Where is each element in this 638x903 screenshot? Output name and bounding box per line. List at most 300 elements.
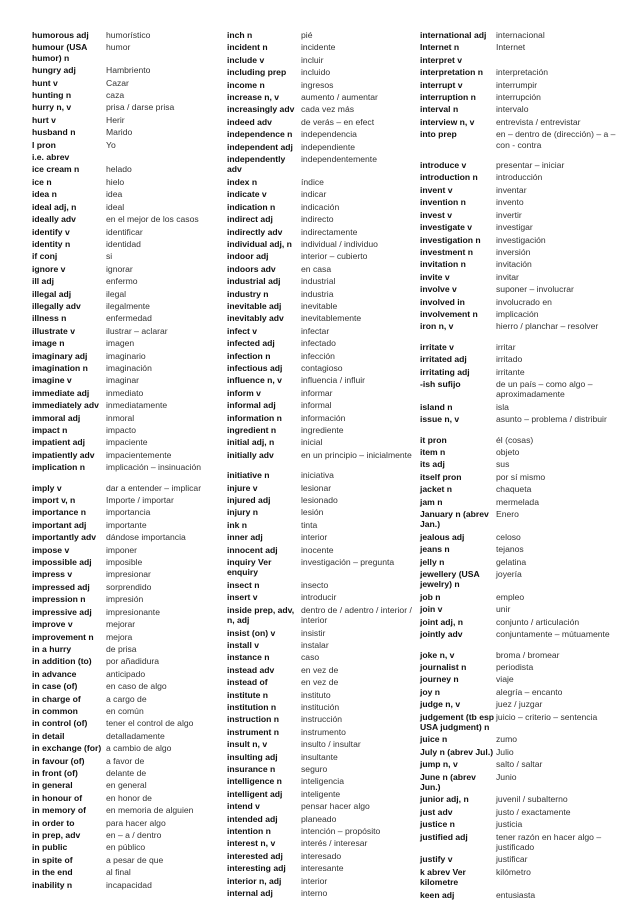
entry-term: indirectly adv — [227, 226, 283, 237]
vocab-entry — [32, 607, 232, 617]
entry-translation: joyería — [496, 569, 522, 580]
vocab-entry — [227, 92, 427, 102]
entry-translation: en caso de algo — [106, 681, 167, 692]
vocab-entry — [227, 450, 427, 460]
entry-term: joke n, v — [420, 649, 455, 660]
entry-translation: institución — [301, 701, 340, 712]
vocab-entry — [227, 592, 427, 602]
entry-translation: intervalo — [496, 104, 529, 115]
entry-term: injury n — [227, 507, 259, 518]
entry-translation: dar a entender – implicar — [106, 482, 202, 493]
vocab-entry — [420, 129, 620, 150]
entry-translation: importancia — [106, 507, 151, 518]
vocab-entry — [32, 152, 232, 162]
entry-translation: irritante — [496, 366, 525, 377]
entry-term: in honour of — [32, 792, 83, 803]
vocab-entry — [227, 714, 427, 724]
vocab-entry — [32, 90, 232, 100]
entry-translation: infectado — [301, 338, 336, 349]
entry-term: inevitably adv — [227, 313, 284, 324]
entry-term: it pron — [420, 434, 447, 445]
vocab-entry — [32, 65, 232, 75]
vocab-entry — [227, 665, 427, 675]
entry-translation: industrial — [301, 276, 336, 287]
entry-term: ideal adj, n — [32, 201, 77, 212]
entry-term: inevitable adj — [227, 300, 282, 311]
vocab-entry — [420, 379, 620, 400]
vocab-entry — [227, 495, 427, 505]
entry-translation: él (cosas) — [496, 434, 534, 445]
entry-translation: impresión — [106, 594, 144, 605]
entry-term: joint adj, n — [420, 616, 463, 627]
entry-translation: empleo — [496, 591, 525, 602]
entry-term: in public — [32, 842, 68, 853]
entry-translation: instrucción — [301, 714, 343, 725]
entry-term: in spite of — [32, 854, 73, 865]
entry-term: identity n — [32, 238, 71, 249]
entry-translation: invitación — [496, 259, 532, 270]
vocab-entry — [227, 483, 427, 493]
entry-term: itself pron — [420, 471, 462, 482]
vocab-entry — [32, 227, 232, 237]
vocab-entry — [32, 251, 232, 261]
entry-term: importance n — [32, 507, 86, 518]
entry-term: item n — [420, 447, 446, 457]
vocab-entry — [227, 739, 427, 749]
vocab-entry — [227, 326, 427, 336]
vocab-entry — [32, 743, 232, 753]
vocab-entry — [32, 818, 232, 828]
vocab-entry — [227, 702, 427, 712]
vocab-entry — [420, 117, 620, 127]
entry-translation: a pesar de que — [106, 854, 164, 865]
vocab-entry — [227, 814, 427, 824]
vocab-entry — [420, 794, 620, 804]
vocab-entry — [32, 450, 232, 460]
entry-term: in charge of — [32, 693, 81, 704]
entry-term: illegal adj — [32, 288, 72, 299]
entry-translation: insultante — [301, 751, 338, 762]
entry-translation: kilómetro — [496, 866, 531, 877]
vocab-entry — [420, 414, 620, 424]
entry-term: improvement n — [32, 631, 94, 642]
entry-term: inner adj — [227, 532, 263, 543]
entry-term: i.e. abrev — [32, 152, 70, 163]
column-2 — [227, 30, 427, 900]
entry-translation: mejora — [106, 631, 133, 642]
entry-term: interview n, v — [420, 116, 475, 127]
entry-translation: prisa / darse prisa — [106, 102, 175, 113]
entry-translation: investigación – pregunta — [301, 557, 395, 568]
entry-term: interest n, v — [227, 838, 276, 849]
entry-term: investigate v — [420, 222, 473, 233]
entry-translation: por añadidura — [106, 656, 160, 667]
vocab-entry — [227, 142, 427, 152]
entry-translation: tejanos — [496, 544, 524, 555]
vocab-entry — [420, 284, 620, 294]
vocab-entry — [32, 718, 232, 728]
entry-term: indirect adj — [227, 214, 273, 225]
entry-term: ink n — [227, 519, 248, 530]
entry-term: intelligent adj — [227, 788, 283, 799]
vocab-entry — [420, 890, 620, 900]
vocab-entry — [227, 851, 427, 861]
entry-translation: interrupción — [496, 92, 541, 103]
entry-term: ignore v — [32, 263, 66, 274]
entry-translation: planeado — [301, 813, 337, 824]
entry-term: indicate v — [227, 189, 267, 200]
entry-translation: hierro / planchar – resolver — [496, 321, 599, 332]
entry-term: industrial adj — [227, 276, 281, 287]
entry-translation: isla — [496, 401, 509, 412]
entry-term: into prep — [420, 129, 457, 140]
entry-translation: identificar — [106, 226, 143, 237]
vocab-entry — [227, 276, 427, 286]
vocab-entry — [420, 650, 620, 660]
entry-term: initial adj, n — [227, 437, 275, 448]
entry-term: joy n — [420, 686, 441, 697]
entry-translation: invento — [496, 197, 524, 208]
vocab-entry — [227, 400, 427, 410]
vocab-entry — [420, 272, 620, 282]
entry-term: judge n, v — [420, 699, 461, 710]
vocab-entry — [420, 734, 620, 744]
entry-translation: en público — [106, 842, 146, 853]
vocab-entry — [32, 867, 232, 877]
entry-translation: Julio — [496, 746, 514, 757]
entry-term: impatient adj — [32, 437, 86, 448]
vocab-entry — [32, 425, 232, 435]
entry-term: hurry n, v — [32, 102, 72, 113]
entry-term: invention n — [420, 197, 466, 208]
vocab-entry — [32, 656, 232, 666]
entry-translation: impacto — [106, 425, 137, 435]
entry-translation: inocente — [301, 544, 334, 555]
vocab-entry — [227, 289, 427, 299]
vocab-entry — [32, 400, 232, 410]
vocab-entry — [420, 222, 620, 232]
entry-translation: conjuntamente – mútuamente — [496, 629, 610, 640]
entry-translation: justo / exactamente — [496, 806, 571, 817]
entry-term: infectious adj — [227, 362, 283, 373]
entry-term: impact n — [32, 425, 68, 435]
entry-term: invent v — [420, 184, 453, 195]
entry-term: imply v — [32, 482, 62, 493]
entry-translation: pié — [301, 30, 313, 40]
entry-term: instead adv — [227, 664, 275, 675]
entry-translation: imaginario — [106, 350, 146, 361]
entry-term: injured adj — [227, 495, 271, 506]
entry-translation: informal — [301, 400, 332, 411]
vocab-entry — [420, 42, 620, 52]
entry-translation: insulto / insultar — [301, 739, 361, 750]
vocab-entry — [227, 67, 427, 77]
entry-translation: Junio — [496, 771, 517, 782]
entry-term: insulting adj — [227, 751, 278, 762]
vocab-entry — [420, 747, 620, 757]
vocab-entry — [420, 160, 620, 170]
vocab-entry — [32, 706, 232, 716]
entry-term: iron n, v — [420, 321, 454, 332]
vocab-entry — [227, 338, 427, 348]
entry-translation: inmediatamente — [106, 400, 168, 411]
entry-translation: ilegal — [106, 288, 127, 299]
entry-translation: inevitablemente — [301, 313, 362, 324]
entry-term: journalist n — [420, 661, 467, 672]
entry-term: immediately adv — [32, 400, 99, 411]
vocab-entry — [32, 338, 232, 348]
vocab-entry — [227, 789, 427, 799]
vocab-entry — [32, 313, 232, 323]
vocab-entry — [420, 712, 620, 733]
entry-translation: índice — [301, 176, 324, 187]
vocab-entry — [227, 363, 427, 373]
entry-translation: ilustrar – aclarar — [106, 325, 168, 336]
entry-term: impressed adj — [32, 581, 90, 592]
entry-term: instance n — [227, 652, 270, 663]
vocab-entry — [420, 367, 620, 377]
entry-translation: objeto — [496, 447, 520, 457]
entry-translation: Cazar — [106, 77, 129, 88]
entry-translation: infección — [301, 350, 335, 361]
vocab-entry — [227, 425, 427, 435]
entry-translation: investigación — [496, 234, 546, 245]
vocab-entry — [227, 640, 427, 650]
entry-translation: en honor de — [106, 792, 152, 803]
vocab-entry — [32, 545, 232, 555]
entry-term: indoors adv — [227, 263, 276, 274]
entry-term: idea n — [32, 189, 57, 200]
entry-term: jacket n — [420, 484, 453, 495]
vocab-entry — [420, 759, 620, 769]
entry-translation: zumo — [496, 734, 518, 745]
entry-term: irritating adj — [420, 366, 470, 377]
entry-translation: instalar — [301, 639, 329, 650]
entry-translation: ilegalmente — [106, 300, 150, 311]
vocab-entry — [32, 30, 232, 40]
entry-translation: idea — [106, 189, 123, 200]
vocab-entry — [32, 582, 232, 592]
vocab-entry — [227, 388, 427, 398]
entry-translation: chaqueta — [496, 484, 532, 495]
entry-translation: indirecto — [301, 214, 334, 225]
entry-translation: independentemente — [301, 154, 377, 165]
vocab-entry — [227, 264, 427, 274]
entry-translation: impresionar — [106, 569, 151, 580]
entry-term: inquiry Ver enquiry — [227, 557, 272, 578]
vocab-entry — [32, 532, 232, 542]
vocab-entry — [32, 842, 232, 852]
vocab-entry — [420, 674, 620, 684]
vocab-entry — [227, 30, 427, 40]
entry-term: June n (abrev Jun.) — [420, 771, 476, 792]
entry-term: inability n — [32, 879, 73, 890]
entry-term: island n — [420, 401, 453, 412]
vocab-entry — [420, 435, 620, 445]
entry-term: impress v — [32, 569, 73, 580]
entry-translation: humor — [106, 42, 131, 53]
vocab-entry — [32, 569, 232, 579]
entry-translation: incluir — [301, 54, 324, 65]
entry-translation: ideal — [106, 201, 125, 212]
vocab-entry — [227, 375, 427, 385]
entry-term: involvement n — [420, 308, 478, 319]
entry-term: insurance n — [227, 763, 276, 774]
entry-term: impose v — [32, 544, 70, 555]
vocab-entry — [420, 92, 620, 102]
entry-translation: implicación – insinuación — [106, 462, 202, 473]
entry-term: inside prep, adv, n, adj — [227, 604, 295, 626]
vocab-entry — [32, 632, 232, 642]
entry-term: imagination n — [32, 362, 88, 373]
vocab-entry — [420, 55, 620, 65]
entry-translation: de verás – en efect — [301, 116, 375, 127]
entry-term: interrupt v — [420, 79, 463, 90]
entry-translation: incluido — [301, 67, 331, 78]
entry-term: invest v — [420, 209, 453, 220]
entry-translation: inversión — [496, 246, 531, 257]
vocab-entry — [32, 264, 232, 274]
vocab-entry — [32, 363, 232, 373]
vocab-entry — [227, 239, 427, 249]
vocab-entry — [227, 888, 427, 898]
entry-term: intended adj — [227, 813, 278, 824]
entry-translation: imponer — [106, 544, 138, 555]
entry-term: importantly adv — [32, 532, 96, 543]
vocab-entry — [32, 115, 232, 125]
entry-translation: información — [301, 412, 346, 423]
entry-term: irritate v — [420, 341, 454, 352]
entry-term: insist (on) v — [227, 627, 276, 638]
vocab-entry — [420, 342, 620, 352]
entry-term: identify v — [32, 226, 70, 237]
entry-term: juice n — [420, 734, 448, 745]
entry-translation: pensar hacer algo — [301, 801, 370, 812]
entry-translation: imagen — [106, 338, 135, 349]
vocab-entry — [32, 140, 232, 150]
vocab-entry — [227, 351, 427, 361]
entry-translation: alegría – encanto — [496, 686, 563, 697]
vocab-entry — [227, 177, 427, 187]
entry-term: insult n, v — [227, 739, 268, 750]
entry-translation: irritar — [496, 341, 516, 352]
entry-translation: de prisa — [106, 643, 137, 654]
entry-term: hurt v — [32, 114, 56, 125]
entry-translation: dándose importancia — [106, 532, 186, 543]
entry-term: instruction n — [227, 714, 280, 725]
entry-term: intention n — [227, 826, 271, 836]
entry-translation: sorprendido — [106, 581, 152, 592]
vocab-entry — [420, 185, 620, 195]
vocab-entry — [227, 557, 427, 578]
entry-translation: en casa — [301, 263, 332, 274]
entry-term: January n (abrev Jan.) — [420, 509, 489, 530]
entry-translation: periodista — [496, 661, 534, 672]
vocab-entry — [32, 413, 232, 423]
vocab-entry — [420, 30, 620, 40]
entry-translation: mermelada — [496, 496, 539, 507]
entry-term: instrument n — [227, 726, 280, 737]
vocab-entry — [32, 793, 232, 803]
entry-term: instead of — [227, 677, 268, 688]
vocab-entry — [420, 832, 620, 853]
vocab-entry — [227, 605, 427, 626]
entry-term: indeed adv — [227, 116, 272, 127]
vocab-entry — [227, 580, 427, 590]
entry-term: husband n — [32, 127, 76, 138]
entry-translation: dentro de / adentro / interior / interior — [301, 604, 412, 626]
entry-term: influence n, v — [227, 375, 282, 386]
entry-translation: interior — [301, 875, 328, 886]
entry-term: illegally adv — [32, 300, 81, 311]
entry-translation: a cambio de algo — [106, 743, 172, 754]
entry-term: issue n, v — [420, 414, 460, 425]
vocab-entry — [420, 247, 620, 257]
entry-term: impressive adj — [32, 606, 92, 617]
vocab-entry — [227, 863, 427, 873]
entry-term: including prep — [227, 67, 287, 78]
entry-translation: interno — [301, 888, 328, 899]
entry-translation: inteligencia — [301, 776, 344, 787]
vocab-entry — [227, 202, 427, 212]
entry-term: infection n — [227, 350, 271, 361]
vocab-entry — [227, 42, 427, 52]
entry-term: increase n, v — [227, 92, 280, 103]
entry-translation: infectar — [301, 325, 330, 336]
vocab-entry — [420, 259, 620, 269]
vocab-entry — [32, 437, 232, 447]
entry-translation: Marido — [106, 127, 133, 138]
vocab-entry — [227, 437, 427, 447]
entry-term: job n — [420, 591, 441, 602]
vocab-entry — [227, 776, 427, 786]
entry-term: jointly adv — [420, 629, 463, 640]
entry-term: jump n, v — [420, 759, 458, 770]
entry-translation: cada vez más — [301, 104, 355, 115]
entry-translation: Enero — [496, 509, 519, 520]
vocab-entry — [227, 652, 427, 662]
vocab-entry — [227, 876, 427, 886]
vocab-entry — [420, 104, 620, 114]
entry-translation: identidad — [106, 238, 141, 249]
entry-term: initially adv — [227, 449, 274, 460]
vocab-entry — [32, 830, 232, 840]
entry-term: injure v — [227, 482, 258, 493]
entry-term: junior adj, n — [420, 794, 469, 805]
entry-term: in detail — [32, 730, 65, 741]
entry-term: indoor adj — [227, 251, 269, 262]
entry-term: jelly n — [420, 556, 445, 567]
entry-term: illness n — [32, 313, 67, 324]
vocab-entry — [32, 351, 232, 361]
entry-term: inform v — [227, 387, 261, 398]
entry-translation: anticipado — [106, 668, 146, 679]
entry-translation: salto / saltar — [496, 759, 543, 770]
entry-term: k abrev Ver kilometre — [420, 866, 466, 888]
entry-term: in order to — [32, 817, 75, 828]
entry-translation: indirectamente — [301, 226, 358, 237]
entry-term: Internet n — [420, 42, 460, 53]
entry-translation: insistir — [301, 627, 326, 638]
entry-translation: irritado — [496, 354, 523, 365]
vocab-entry — [32, 880, 232, 890]
entry-translation: ingrediente — [301, 425, 344, 435]
vocab-entry — [227, 214, 427, 224]
entry-term: invite v — [420, 271, 450, 282]
vocab-entry — [32, 326, 232, 336]
entry-term: interval n — [420, 104, 459, 115]
entry-translation: en general — [106, 780, 147, 791]
